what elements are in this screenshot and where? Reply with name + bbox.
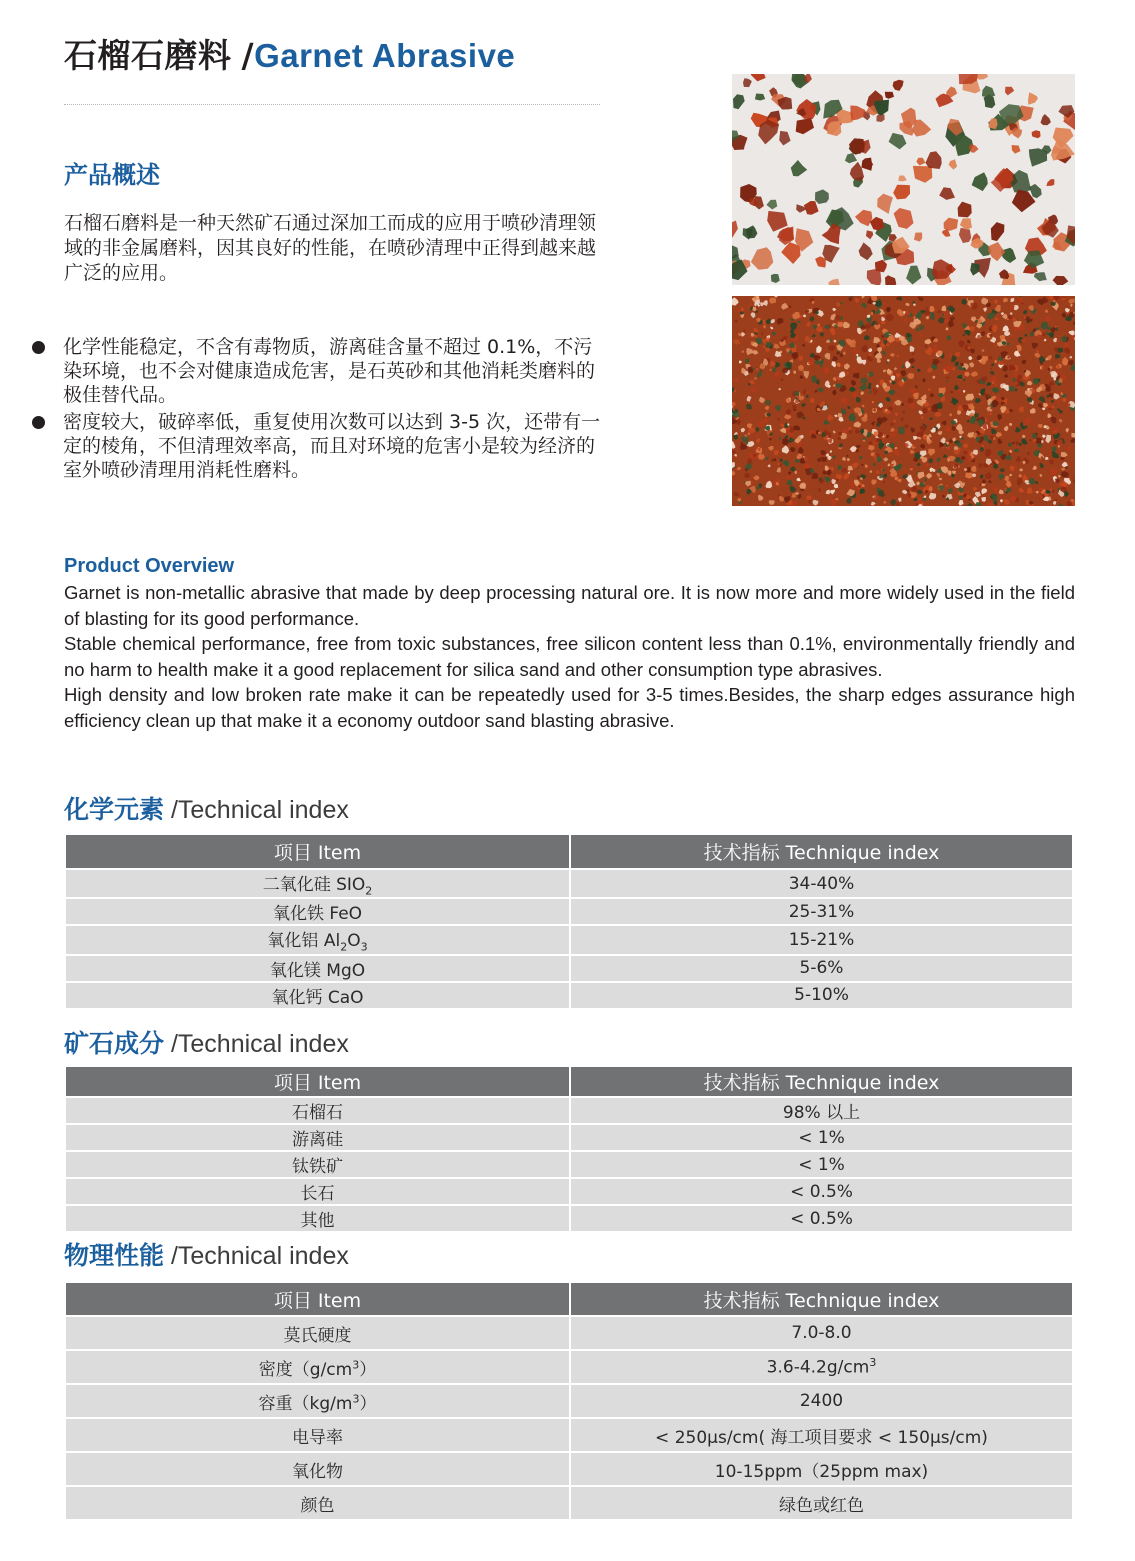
- overview-cn-intro: 石榴石磨料是一种天然矿石通过深加工而成的应用于喷砂清理领域的非金属磨料，因其良好的性能，在喷砂清理中正得到越来越广泛的应用。: [64, 212, 597, 284]
- overview-en-body: [64, 580, 1075, 733]
- table-row: [65, 1384, 1073, 1418]
- title-en: Garnet Abrasive: [254, 37, 516, 74]
- cell-value: 5-10%: [570, 982, 1073, 1009]
- table-title-cn: 矿石成分: [64, 1029, 165, 1058]
- bullet-item: [30, 335, 605, 407]
- header-item: 项目 Item: [65, 1282, 570, 1316]
- overview-cn-heading: 产品概述: [64, 161, 160, 189]
- header-index: 技术指标 Technique index: [570, 1066, 1073, 1097]
- ore-composition-table: [64, 1065, 1074, 1233]
- cell-item: 密度$(g/cm^3)$: [65, 1350, 570, 1384]
- cell-item: 氧化镁 MgO: [65, 955, 570, 982]
- table-row: [65, 1486, 1073, 1520]
- ore-table-title: [64, 1024, 349, 1060]
- table-row: [65, 1124, 1073, 1151]
- cell-item: 钛铁矿: [65, 1151, 570, 1178]
- physical-table-title: [64, 1236, 349, 1272]
- cell-value: 绿色或红色: [570, 1486, 1073, 1520]
- overview-cn-bullets: [30, 335, 605, 485]
- cell-value: < 250μs/cm( 海工项目要求 < 150μs/cm): [570, 1418, 1073, 1452]
- chemical-table-title: [64, 790, 349, 826]
- cell-item: 其他: [65, 1205, 570, 1232]
- page-title: [64, 30, 515, 77]
- table-row: [65, 1316, 1073, 1350]
- header-item: 项目 Item: [65, 1066, 570, 1097]
- cell-item: 游离硅: [65, 1124, 570, 1151]
- cell-value: < 1%: [570, 1124, 1073, 1151]
- cell-value: 5-6%: [570, 955, 1073, 982]
- table-row: [65, 1418, 1073, 1452]
- cell-item: 氧化铁 FeO: [65, 898, 570, 925]
- table-row: [65, 1350, 1073, 1384]
- table-row: [65, 898, 1073, 925]
- table-row: [65, 982, 1073, 1009]
- cell-value: $3.6-4.2g/cm^3$: [570, 1350, 1073, 1384]
- cell-item: 氧化铝 $Al_2O_3$: [65, 925, 570, 954]
- garnet-closeup-photo: [732, 74, 1075, 285]
- title-separator: /: [241, 36, 255, 75]
- cell-value: 10-15ppm（25ppm max): [570, 1452, 1073, 1486]
- bullet-text: 化学性能稳定，不含有毒物质，游离硅含量不超过 0.1%，不污染环境，也不会对健康造成危害，是石英砂和其他消耗类磨料的极佳替代品。: [63, 336, 596, 406]
- table-row: [65, 869, 1073, 898]
- bullet-item: [30, 410, 605, 482]
- table-title-en: /Technical index: [164, 1030, 349, 1058]
- cell-value: 15-21%: [570, 925, 1073, 954]
- dotted-divider: [64, 104, 600, 105]
- cell-value: < 1%: [570, 1151, 1073, 1178]
- header-index: 技术指标 Technique index: [570, 1282, 1073, 1316]
- cell-value: 7.0-8.0: [570, 1316, 1073, 1350]
- physical-properties-table: [64, 1281, 1074, 1521]
- overview-en-paragraph: Stable chemical performance, free from toxic substances, free silicon content less than 0.1%, environmentally friendly and no harm to health make it a good replacement for silica sand and other consumption type abrasives.: [64, 633, 1075, 680]
- cell-item: 氧化物: [65, 1452, 570, 1486]
- cell-value: 25-31%: [570, 898, 1073, 925]
- header-item: 项目 Item: [65, 834, 570, 869]
- overview-en-paragraph: Garnet is non-metallic abrasive that made by deep processing natural ore. It is now more and more widely used in the field of blasting for its good performance.: [64, 582, 1075, 629]
- table-title-cn: 物理性能: [64, 1241, 165, 1270]
- cell-item: 容重$(kg/m^3)$: [65, 1384, 570, 1418]
- chemical-index-table: [64, 833, 1074, 1010]
- cell-item: 莫氏硬度: [65, 1316, 570, 1350]
- header-index: 技术指标 Technique index: [570, 834, 1073, 869]
- bullet-dot-icon: [32, 416, 45, 429]
- table-row: [65, 1097, 1073, 1124]
- cell-item: 电导率: [65, 1418, 570, 1452]
- table-row: [65, 1452, 1073, 1486]
- cell-item: 氧化钙 CaO: [65, 982, 570, 1009]
- table-row: [65, 1205, 1073, 1232]
- table-row: [65, 955, 1073, 982]
- table-title-cn: 化学元素: [64, 795, 165, 824]
- cell-value: < 0.5%: [570, 1178, 1073, 1205]
- cell-item: 长石: [65, 1178, 570, 1205]
- bullet-dot-icon: [32, 341, 45, 354]
- cell-item: 石榴石: [65, 1097, 570, 1124]
- bullet-text: 密度较大，破碎率低，重复使用次数可以达到 3-5 次，还带有一定的棱角，不但清理效率高，而且对环境的危害小是较为经济的室外喷砂清理用消耗性磨料。: [63, 411, 601, 481]
- cell-value: < 0.5%: [570, 1205, 1073, 1232]
- table-row: [65, 925, 1073, 954]
- cell-value: 34-40%: [570, 869, 1073, 898]
- cell-value: 98% 以上: [570, 1097, 1073, 1124]
- table-header-row: [65, 834, 1073, 869]
- table-title-en: /Technical index: [164, 1242, 349, 1270]
- table-title-en: /Technical index: [164, 796, 349, 824]
- table-row: [65, 1178, 1073, 1205]
- table-header-row: [65, 1282, 1073, 1316]
- cell-value: 2400: [570, 1384, 1073, 1418]
- title-cn: 石榴石磨料: [64, 36, 232, 75]
- garnet-pile-photo: [732, 296, 1075, 506]
- overview-en-paragraph: High density and low broken rate make it can be repeatedly used for 3-5 times.Besides, the sharp edges assurance high efficiency clean up that make it a economy outdoor sand blasting abrasive.: [64, 684, 1075, 731]
- cell-item: 二氧化硅 $SIO_2$: [65, 869, 570, 898]
- overview-en-heading: Product Overview: [64, 555, 235, 577]
- cell-item: 颜色: [65, 1486, 570, 1520]
- table-header-row: [65, 1066, 1073, 1097]
- table-row: [65, 1151, 1073, 1178]
